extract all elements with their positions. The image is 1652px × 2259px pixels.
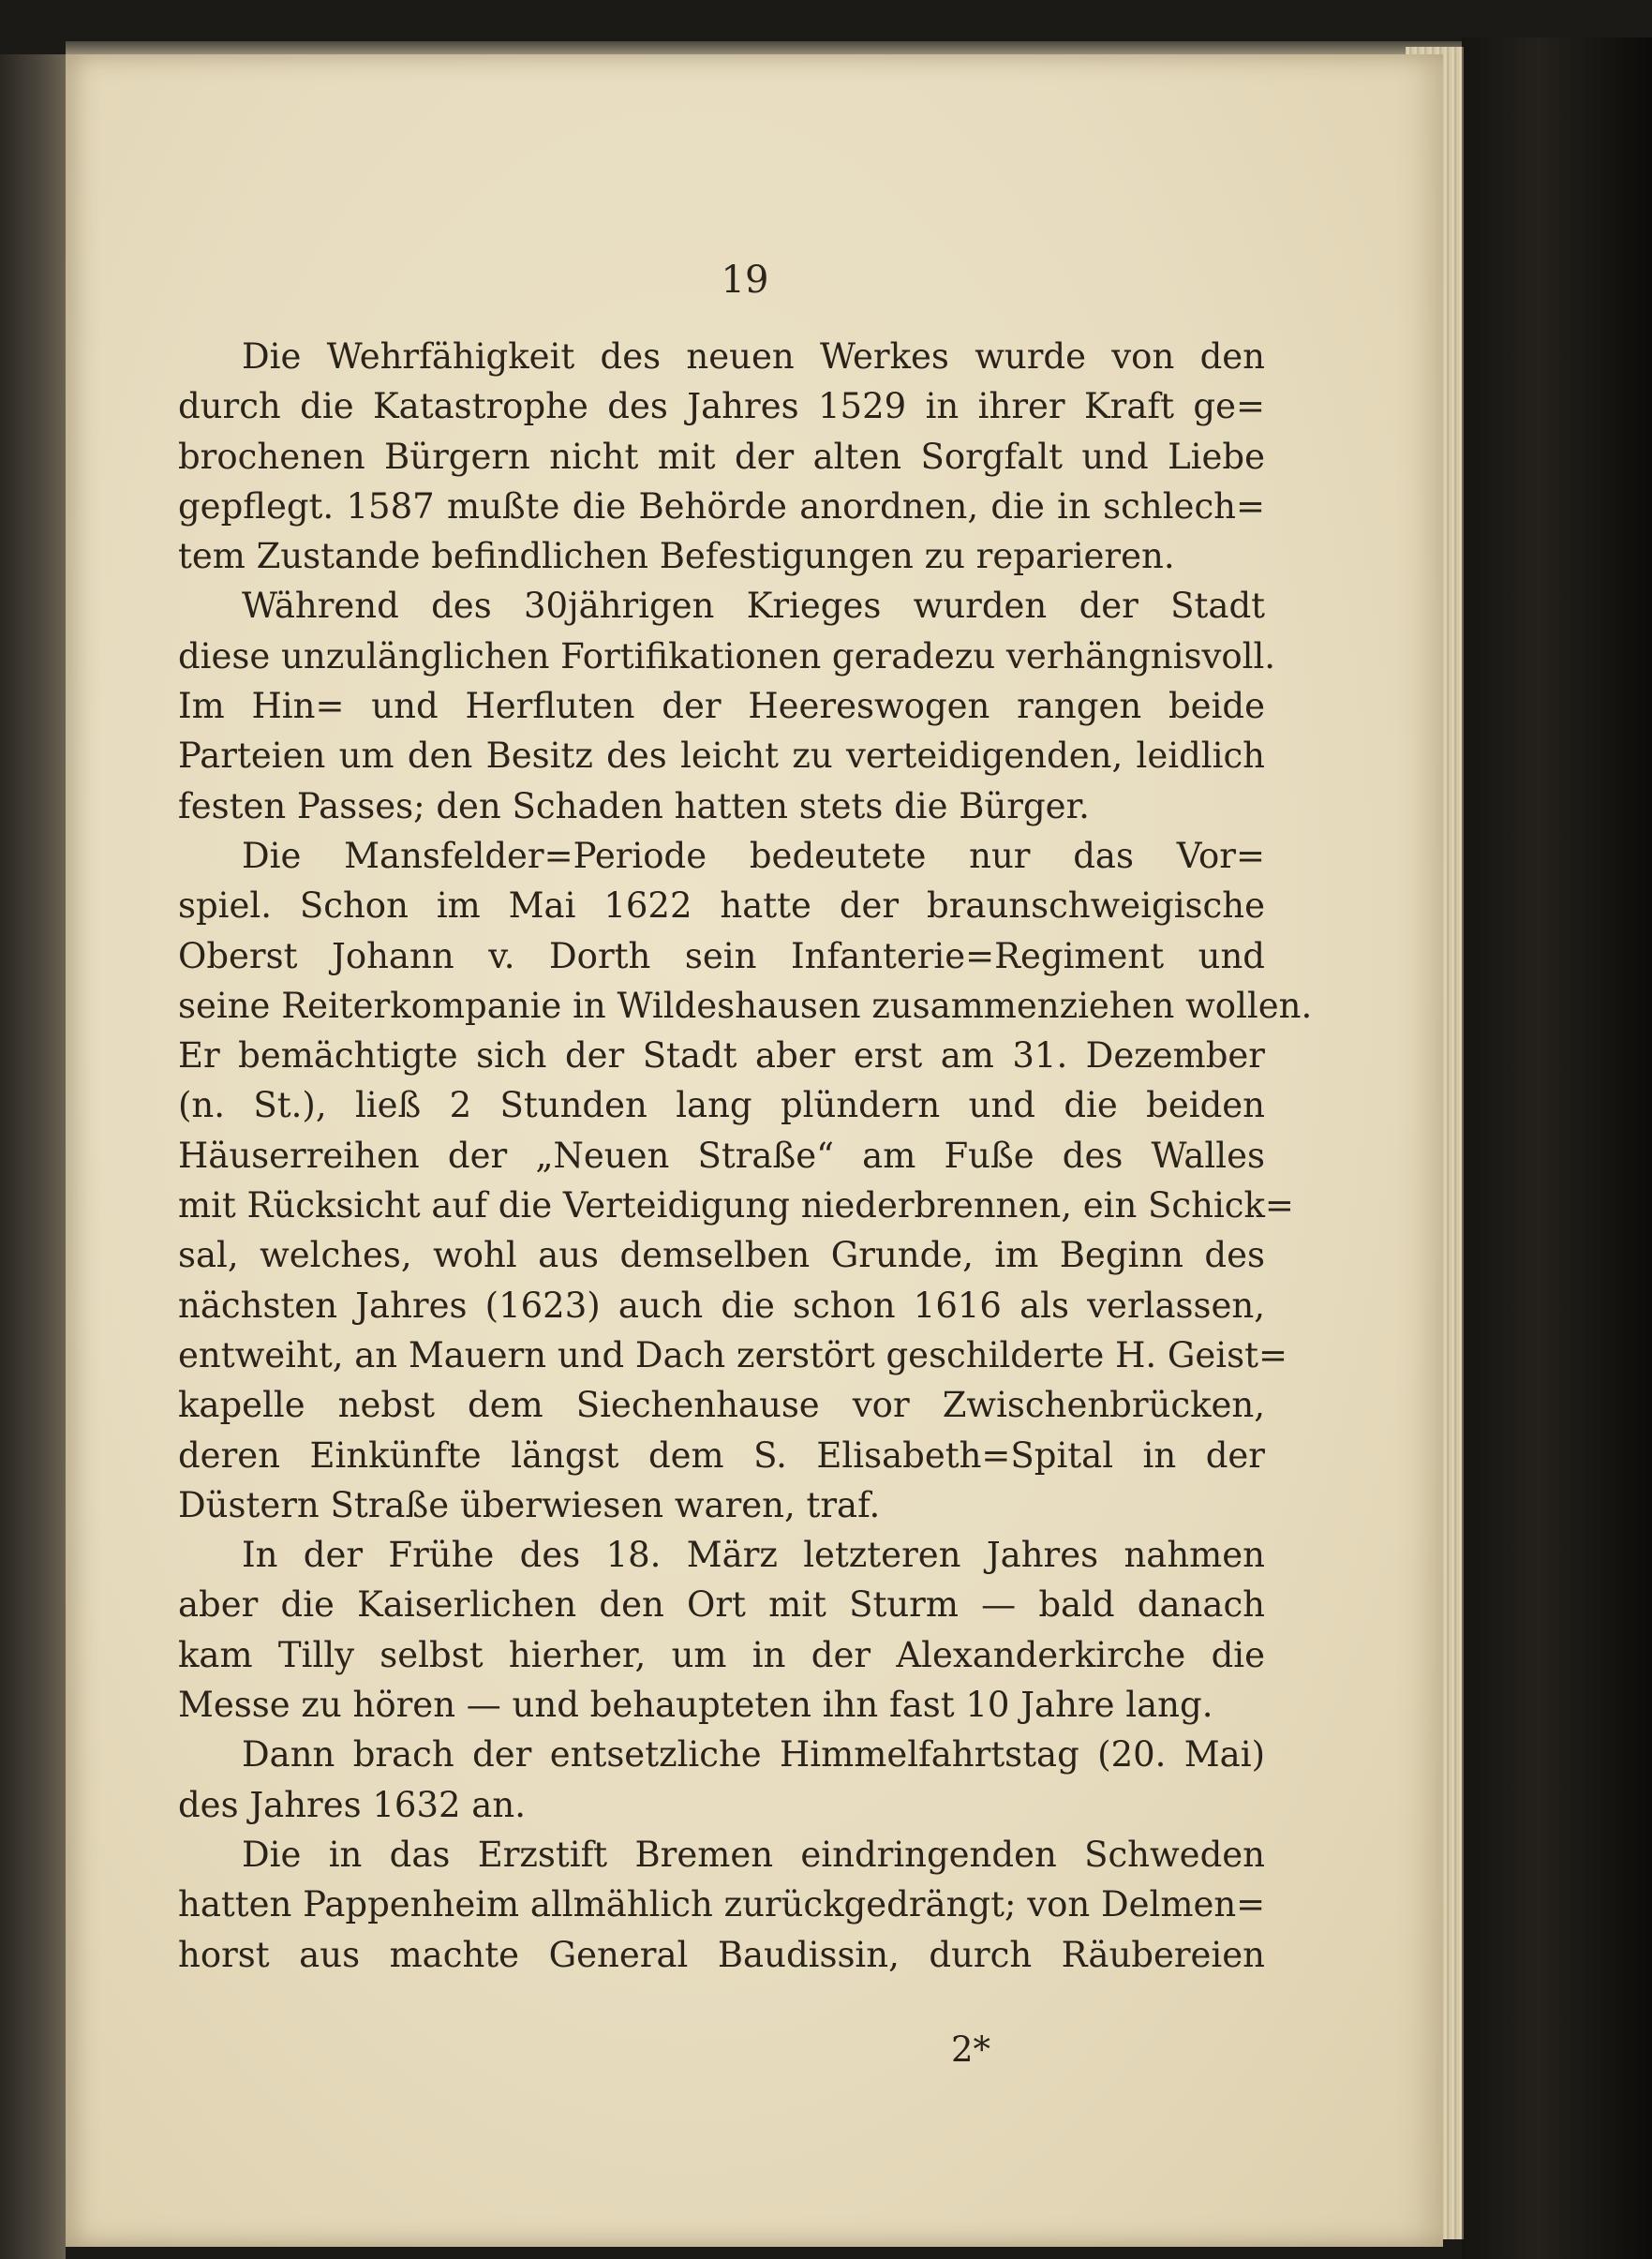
text-line: tem Zustande befindlichen Befestigungen zu reparieren.	[178, 536, 1175, 577]
text-line: Messe zu hören — und behaupteten ihn fast 10 Jahre lang.	[178, 1685, 1213, 1726]
text-line: Die Mansfelder=Periode bedeutete nur das Vor=	[242, 835, 1265, 876]
text-line: hatten Pappenheim allmählich zurückgedrängt; von Delmen=	[178, 1884, 1266, 1925]
text-line: horst aus machte General Baudissin, durch Räubereien	[178, 1934, 1265, 1975]
text-line: deren Einkünfte längst dem S. Elisabeth=Spital in der	[178, 1434, 1265, 1476]
text-line: In der Frühe des 18. März letzteren Jahres nahmen	[242, 1535, 1265, 1576]
text-line: Während des 30jährigen Krieges wurden der Stadt	[242, 586, 1265, 627]
text-line: Im Hin= und Herfluten der Heereswogen rangen beide	[178, 686, 1265, 727]
text-line: gepflegt. 1587 mußte die Behörde anordnen, die in schlech=	[178, 485, 1265, 527]
text-line: entweiht, an Mauern und Dach zerstört geschilderte H. Geist=	[178, 1334, 1287, 1375]
text-line: Düstern Straße überwiesen waren, traf.	[178, 1484, 881, 1525]
body-text	[178, 332, 1313, 1980]
text-line: aber die Kaiserlichen den Ort mit Sturm — bald danach	[178, 1584, 1265, 1626]
text-line: Er bemächtigte sich der Stadt aber erst am 31. Dezember	[178, 1035, 1265, 1077]
text-line: festen Passes; den Schaden hatten stets die Bürger.	[178, 785, 1090, 826]
text-line: (n. St.), ließ 2 Stunden lang plündern und die beiden	[178, 1085, 1265, 1126]
text-line: Parteien um den Besitz des leicht zu verteidigenden, leidlich	[178, 736, 1265, 777]
text-line: des Jahres 1632 an.	[178, 1784, 526, 1825]
page-number: 19	[721, 259, 769, 302]
text-line: Häuserreihen der „Neuen Straße“ am Fuße des Walles	[178, 1135, 1265, 1176]
book-cover-right	[1462, 37, 1652, 2259]
text-line: durch die Katastrophe des Jahres 1529 in ihrer Kraft ge=	[178, 386, 1265, 427]
text-line: kam Tilly selbst hierher, um in der Alexanderkirche die	[178, 1634, 1265, 1675]
text-line: Die Wehrfähigkeit des neuen Werkes wurde von den	[242, 336, 1265, 377]
text-line: nächsten Jahres (1623) auch die schon 1616 als verlassen,	[178, 1285, 1265, 1326]
text-line: sal, welches, wohl aus demselben Grunde, im Beginn des	[178, 1235, 1265, 1276]
text-line: brochenen Bürgern nicht mit der alten Sorgfalt und Liebe	[178, 436, 1265, 477]
text-line: spiel. Schon im Mai 1622 hatte der braunschweigische	[178, 885, 1265, 927]
book-cover-left	[0, 54, 66, 2259]
book-page	[66, 54, 1443, 2247]
text-line: Dann brach der entsetzliche Himmelfahrtstag (20. Mai)	[242, 1734, 1265, 1776]
text-line: kapelle nebst dem Siechenhause vor Zwischenbrücken,	[178, 1385, 1265, 1426]
text-line: Die in das Erzstift Bremen eindringenden Schweden	[242, 1834, 1265, 1875]
text-line: diese unzulänglichen Fortifikationen geradezu verhängnisvoll.	[178, 635, 1276, 676]
signature-mark: 2*	[951, 2029, 991, 2070]
text-line: mit Rücksicht auf die Verteidigung niederbrennen, ein Schick=	[178, 1185, 1294, 1226]
text-line: seine Reiterkompanie in Wildeshausen zusammenziehen wollen.	[178, 985, 1313, 1026]
text-line: Oberst Johann v. Dorth sein Infanterie=Regiment und	[178, 935, 1265, 976]
